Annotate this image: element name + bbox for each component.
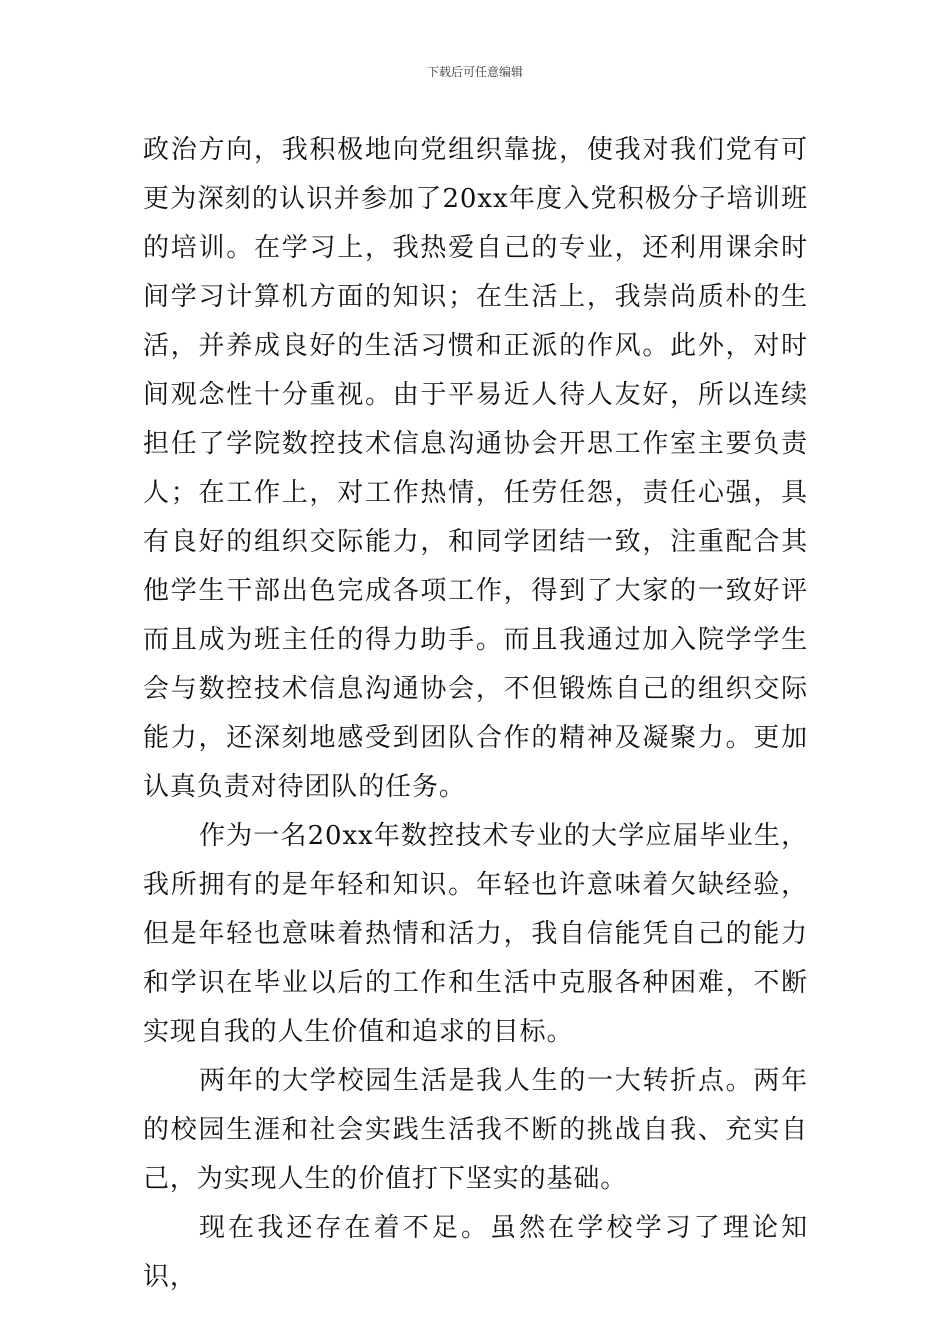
paragraph-3: 两年的大学校园生活是我人生的一大转折点。两年的校园生涯和社会实践生活我不断的挑战自我、充实自己，为实现人生的价值打下坚实的基础。 [143, 1066, 808, 1194]
paragraph-4: 现在我还存在着不足。虽然在学校学习了理论知识， [143, 1213, 808, 1292]
paragraph-1: 政治方向，我积极地向党组织靠拢，使我对我们党有可更为深刻的认识并参加了20xx年度入党积极分子培训班的培训。在学习上，我热爱自己的专业，还利用课余时间学习计算机方面的知识；在生活上，我崇尚质朴的生活，并养成良好的生活习惯和正派的作风。此外，对时间观念性十分重视。由于平易近人待人友好，所以连续担任了学院数控技术信息沟通协会开思工作室主要负责人；在工作上，对工作热情，任劳任怨，责任心强，具有良好的组织交际能力，和同学团结一致，注重配合其他学生干部出色完成各项工作，得到了大家的一致好评而且成为班主任的得力助手。而且我通过加入院学学生会与数控技术信息沟通协会，不但锻炼自己的组织交际能力，还深刻地感受到团队合作的精神及凝聚力。更加认真负责对待团队的任务。 [143, 135, 808, 802]
document-body [143, 126, 808, 1302]
paragraph-2: 作为一名20xx年数控技术专业的大学应届毕业生，我所拥有的是年轻和知识。年轻也许意味着欠缺经验，但是年轻也意味着热情和活力，我自信能凭自己的能力和学识在毕业以后的工作和生活中克服各种困难，不断实现自我的人生价值和追求的目标。 [143, 821, 808, 1047]
page-header: 下载后可任意编辑 [426, 65, 523, 79]
